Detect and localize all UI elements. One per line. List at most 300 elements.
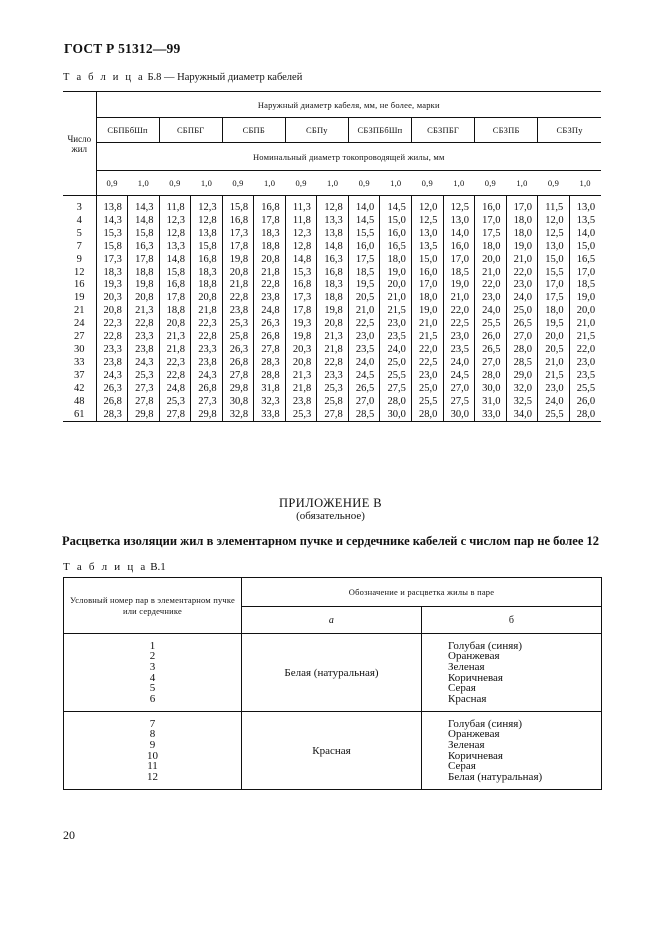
diameter-value-cell: 12,5 bbox=[412, 215, 444, 228]
diameter-value-cell: 13,0 bbox=[443, 215, 475, 228]
table-b8 bbox=[63, 91, 601, 422]
diameter-value-cell: 19,0 bbox=[412, 305, 444, 318]
diameter-value-cell: 13,8 bbox=[191, 228, 223, 241]
diameter-value-cell: 23,3 bbox=[96, 344, 128, 357]
color-b-item: Зеленая bbox=[448, 738, 485, 751]
diameter-header: 0,9 bbox=[222, 171, 254, 196]
cores-cell: 33 bbox=[74, 356, 85, 368]
diameter-value-cell: 18,5 bbox=[348, 267, 380, 280]
diameter-value-cell: 25,3 bbox=[159, 396, 191, 409]
diameter-value-cell: 12,5 bbox=[443, 196, 475, 215]
diameter-value-cell: 22,0 bbox=[443, 305, 475, 318]
diameter-value-cell: 14,0 bbox=[443, 228, 475, 241]
diameter-value-cell: 16,8 bbox=[254, 196, 286, 215]
table-row bbox=[63, 370, 601, 383]
diameter-value-cell: 21,8 bbox=[222, 279, 254, 292]
table-row bbox=[64, 712, 602, 790]
diameter-header: 0,9 bbox=[412, 171, 444, 196]
diameter-header: 0,9 bbox=[96, 171, 128, 196]
table-row bbox=[63, 318, 601, 331]
diameter-value-cell: 19,5 bbox=[538, 318, 570, 331]
diameter-value-cell: 28,0 bbox=[380, 396, 412, 409]
diameter-value-cell: 28,5 bbox=[348, 409, 380, 422]
diameter-value-cell: 20,8 bbox=[317, 318, 349, 331]
table-row bbox=[63, 241, 601, 254]
diameter-value-cell: 20,8 bbox=[285, 357, 317, 370]
diameter-value-cell: 21,0 bbox=[506, 254, 538, 267]
cores-cell: 12 bbox=[74, 266, 85, 278]
table-row bbox=[63, 279, 601, 292]
diameter-value-cell: 14,8 bbox=[159, 254, 191, 267]
diameter-value-cell: 25,5 bbox=[412, 396, 444, 409]
diameter-value-cell: 23,8 bbox=[254, 292, 286, 305]
cores-cell: 4 bbox=[76, 214, 82, 226]
cores-cell: 21 bbox=[74, 305, 85, 317]
diameter-value-cell: 22,0 bbox=[475, 279, 507, 292]
diameter-value-cell: 22,8 bbox=[128, 318, 160, 331]
diameter-value-cell: 27,8 bbox=[159, 409, 191, 422]
diameter-value-cell: 23,5 bbox=[443, 344, 475, 357]
diameter-value-cell: 17,5 bbox=[538, 292, 570, 305]
table-row bbox=[63, 396, 601, 409]
diameter-value-cell: 20,3 bbox=[285, 344, 317, 357]
diameter-value-cell: 22,8 bbox=[254, 279, 286, 292]
diameter-value-cell: 34,0 bbox=[506, 409, 538, 422]
table-b1-caption-prefix: Т а б л и ц а bbox=[63, 561, 148, 573]
diameter-value-cell: 19,0 bbox=[380, 267, 412, 280]
diameter-value-cell: 15,8 bbox=[191, 241, 223, 254]
diameter-value-cell: 16,0 bbox=[475, 196, 507, 215]
diameter-value-cell: 15,0 bbox=[380, 215, 412, 228]
diameter-value-cell: 25,5 bbox=[475, 318, 507, 331]
diameter-value-cell: 13,0 bbox=[538, 241, 570, 254]
diameter-header: 1,0 bbox=[254, 171, 286, 196]
diameter-value-cell: 23,5 bbox=[348, 344, 380, 357]
diameter-value-cell: 16,0 bbox=[348, 241, 380, 254]
diameter-value-cell: 32,5 bbox=[506, 396, 538, 409]
diameter-value-cell: 23,5 bbox=[569, 370, 601, 383]
diameter-value-cell: 21,0 bbox=[569, 318, 601, 331]
table-b8-nominal-header: Номинальный диаметр токопроводящей жилы, мм bbox=[96, 143, 601, 171]
diameter-value-cell: 23,8 bbox=[285, 396, 317, 409]
diameter-value-cell: 21,3 bbox=[285, 370, 317, 383]
diameter-value-cell: 27,8 bbox=[222, 370, 254, 383]
diameter-value-cell: 12,3 bbox=[191, 196, 223, 215]
document-code: ГОСТ Р 51312—99 bbox=[64, 41, 181, 56]
diameter-value-cell: 16,8 bbox=[317, 267, 349, 280]
diameter-value-cell: 20,0 bbox=[538, 331, 570, 344]
diameter-value-cell: 17,0 bbox=[506, 196, 538, 215]
diameter-value-cell: 18,0 bbox=[412, 292, 444, 305]
diameter-value-cell: 15,3 bbox=[96, 228, 128, 241]
diameter-value-cell: 12,3 bbox=[285, 228, 317, 241]
diameter-value-cell: 17,0 bbox=[569, 267, 601, 280]
diameter-value-cell: 26,5 bbox=[348, 383, 380, 396]
diameter-value-cell: 26,8 bbox=[222, 357, 254, 370]
diameter-value-cell: 20,5 bbox=[538, 344, 570, 357]
diameter-value-cell: 19,8 bbox=[285, 331, 317, 344]
diameter-value-cell: 25,5 bbox=[569, 383, 601, 396]
diameter-value-cell: 13,5 bbox=[412, 241, 444, 254]
diameter-value-cell: 20,0 bbox=[380, 279, 412, 292]
diameter-value-cell: 23,0 bbox=[348, 331, 380, 344]
diameter-value-cell: 21,3 bbox=[159, 331, 191, 344]
diameter-value-cell: 14,3 bbox=[96, 215, 128, 228]
diameter-value-cell: 22,3 bbox=[191, 318, 223, 331]
diameter-value-cell: 15,0 bbox=[569, 241, 601, 254]
diameter-value-cell: 17,5 bbox=[475, 228, 507, 241]
diameter-value-cell: 18,3 bbox=[317, 279, 349, 292]
diameter-value-cell: 15,5 bbox=[348, 228, 380, 241]
diameter-value-cell: 25,0 bbox=[412, 383, 444, 396]
diameter-value-cell: 29,0 bbox=[506, 370, 538, 383]
diameter-value-cell: 13,3 bbox=[159, 241, 191, 254]
diameter-value-cell: 22,8 bbox=[191, 331, 223, 344]
diameter-value-cell: 14,8 bbox=[128, 215, 160, 228]
diameter-header: 1,0 bbox=[443, 171, 475, 196]
diameter-value-cell: 18,5 bbox=[443, 267, 475, 280]
table-row bbox=[63, 344, 601, 357]
diameter-value-cell: 17,3 bbox=[285, 292, 317, 305]
diameter-value-cell: 14,8 bbox=[317, 241, 349, 254]
diameter-value-cell: 28,0 bbox=[475, 370, 507, 383]
diameter-value-cell: 20,0 bbox=[475, 254, 507, 267]
diameter-value-cell: 11,8 bbox=[285, 215, 317, 228]
diameter-value-cell: 23,3 bbox=[128, 331, 160, 344]
diameter-value-cell: 20,8 bbox=[159, 318, 191, 331]
diameter-value-cell: 20,0 bbox=[569, 305, 601, 318]
diameter-value-cell: 24,0 bbox=[380, 344, 412, 357]
diameter-value-cell: 19,0 bbox=[506, 241, 538, 254]
diameter-value-cell: 28,0 bbox=[506, 344, 538, 357]
diameter-header: 1,0 bbox=[506, 171, 538, 196]
diameter-value-cell: 25,8 bbox=[317, 396, 349, 409]
table-b1-caption-number: В.1 bbox=[150, 561, 166, 573]
diameter-value-cell: 12,8 bbox=[159, 228, 191, 241]
diameter-value-cell: 15,0 bbox=[538, 254, 570, 267]
diameter-value-cell: 26,8 bbox=[96, 396, 128, 409]
diameter-value-cell: 18,0 bbox=[506, 228, 538, 241]
table-b8-caption-prefix: Т а б л и ц а bbox=[63, 72, 145, 83]
pair-numbers-cell bbox=[64, 712, 242, 790]
diameter-value-cell: 28,3 bbox=[96, 409, 128, 422]
pair-number: 9 bbox=[149, 738, 156, 751]
color-b-item: Оранжевая bbox=[448, 728, 500, 741]
table-row bbox=[63, 331, 601, 344]
diameter-value-cell: 24,3 bbox=[96, 370, 128, 383]
table-row bbox=[64, 634, 602, 712]
diameter-value-cell: 21,3 bbox=[128, 305, 160, 318]
brand-header: СБЗПБ bbox=[475, 118, 538, 143]
diameter-value-cell: 25,3 bbox=[128, 370, 160, 383]
diameter-value-cell: 18,3 bbox=[191, 267, 223, 280]
diameter-value-cell: 21,8 bbox=[285, 383, 317, 396]
diameter-value-cell: 29,8 bbox=[222, 383, 254, 396]
diameter-value-cell: 22,8 bbox=[159, 370, 191, 383]
color-b-item: Серая bbox=[448, 682, 476, 695]
diameter-value-cell: 22,5 bbox=[412, 357, 444, 370]
page-number: 20 bbox=[63, 828, 75, 842]
diameter-value-cell: 14,0 bbox=[569, 228, 601, 241]
table-b1-sub-a: а bbox=[242, 607, 422, 634]
diameter-value-cell: 18,8 bbox=[317, 292, 349, 305]
diameter-value-cell: 14,5 bbox=[380, 196, 412, 215]
diameter-value-cell: 16,8 bbox=[159, 279, 191, 292]
pair-number: 4 bbox=[149, 671, 156, 684]
diameter-value-cell: 23,8 bbox=[191, 357, 223, 370]
diameter-value-cell: 15,8 bbox=[159, 267, 191, 280]
diameter-value-cell: 13,0 bbox=[412, 228, 444, 241]
diameter-value-cell: 18,0 bbox=[506, 215, 538, 228]
diameter-value-cell: 21,3 bbox=[317, 331, 349, 344]
diameter-value-cell: 25,8 bbox=[222, 331, 254, 344]
diameter-value-cell: 30,0 bbox=[475, 383, 507, 396]
table-b8-caption-text: Б.8 — Наружный диаметр кабелей bbox=[147, 72, 303, 83]
cores-cell: 5 bbox=[76, 227, 82, 239]
diameter-value-cell: 31,0 bbox=[475, 396, 507, 409]
pair-number: 6 bbox=[149, 692, 156, 705]
color-b-item: Серая bbox=[448, 760, 476, 773]
diameter-value-cell: 21,0 bbox=[538, 357, 570, 370]
diameter-value-cell: 17,0 bbox=[538, 279, 570, 292]
diameter-value-cell: 16,5 bbox=[380, 241, 412, 254]
diameter-value-cell: 15,0 bbox=[412, 254, 444, 267]
diameter-value-cell: 21,0 bbox=[380, 292, 412, 305]
diameter-value-cell: 17,8 bbox=[285, 305, 317, 318]
diameter-header: 0,9 bbox=[538, 171, 570, 196]
diameter-value-cell: 21,8 bbox=[159, 344, 191, 357]
cores-cell: 7 bbox=[76, 240, 82, 252]
diameter-value-cell: 20,8 bbox=[128, 292, 160, 305]
diameter-value-cell: 26,0 bbox=[569, 396, 601, 409]
table-row bbox=[63, 228, 601, 241]
diameter-value-cell: 18,5 bbox=[569, 279, 601, 292]
cores-cell: 19 bbox=[74, 292, 85, 304]
diameter-value-cell: 29,8 bbox=[128, 409, 160, 422]
color-b-item: Белая (натуральная) bbox=[448, 770, 543, 783]
diameter-value-cell: 21,0 bbox=[475, 267, 507, 280]
pair-number: 10 bbox=[147, 749, 158, 762]
diameter-value-cell: 16,3 bbox=[317, 254, 349, 267]
diameter-value-cell: 27,3 bbox=[191, 396, 223, 409]
diameter-value-cell: 14,3 bbox=[128, 196, 160, 215]
diameter-value-cell: 26,0 bbox=[475, 331, 507, 344]
diameter-value-cell: 27,0 bbox=[443, 383, 475, 396]
diameter-value-cell: 24,0 bbox=[348, 357, 380, 370]
table-row bbox=[63, 254, 601, 267]
diameter-value-cell: 25,5 bbox=[380, 370, 412, 383]
diameter-value-cell: 15,8 bbox=[96, 241, 128, 254]
diameter-value-cell: 11,5 bbox=[538, 196, 570, 215]
diameter-value-cell: 26,3 bbox=[96, 383, 128, 396]
color-b-item: Голубая (синяя) bbox=[448, 639, 522, 652]
diameter-value-cell: 13,3 bbox=[317, 215, 349, 228]
diameter-value-cell: 24,0 bbox=[475, 305, 507, 318]
diameter-value-cell: 16,0 bbox=[380, 228, 412, 241]
diameter-value-cell: 12,8 bbox=[285, 241, 317, 254]
diameter-value-cell: 21,0 bbox=[443, 292, 475, 305]
table-b1-sub-b: б bbox=[422, 607, 602, 634]
diameter-value-cell: 21,0 bbox=[412, 318, 444, 331]
diameter-value-cell: 13,8 bbox=[317, 228, 349, 241]
diameter-value-cell: 11,3 bbox=[285, 196, 317, 215]
color-b-item: Оранжевая bbox=[448, 650, 500, 663]
diameter-value-cell: 11,8 bbox=[159, 196, 191, 215]
diameter-value-cell: 18,8 bbox=[159, 305, 191, 318]
brand-header: СБЗПБГ bbox=[412, 118, 475, 143]
diameter-value-cell: 18,3 bbox=[96, 267, 128, 280]
table-row bbox=[63, 292, 601, 305]
diameter-value-cell: 27,8 bbox=[317, 409, 349, 422]
diameter-value-cell: 23,0 bbox=[380, 318, 412, 331]
diameter-value-cell: 16,0 bbox=[412, 267, 444, 280]
diameter-header: 1,0 bbox=[128, 171, 160, 196]
diameter-value-cell: 25,3 bbox=[285, 409, 317, 422]
diameter-value-cell: 28,0 bbox=[569, 409, 601, 422]
diameter-value-cell: 27,5 bbox=[443, 396, 475, 409]
pair-number: 2 bbox=[149, 650, 156, 663]
diameter-value-cell: 23,0 bbox=[506, 279, 538, 292]
table-b1 bbox=[63, 577, 602, 790]
table-b8-caption bbox=[63, 72, 302, 83]
table-row bbox=[63, 196, 601, 215]
diameter-value-cell: 23,0 bbox=[475, 292, 507, 305]
diameter-value-cell: 21,5 bbox=[412, 331, 444, 344]
cores-cell: 24 bbox=[74, 318, 85, 330]
diameter-value-cell: 32,8 bbox=[222, 409, 254, 422]
diameter-value-cell: 30,0 bbox=[380, 409, 412, 422]
diameter-value-cell: 15,5 bbox=[538, 267, 570, 280]
table-b1-col1-header: Условный номер пар в элементарном пучке или сердечнике bbox=[64, 578, 242, 634]
cores-cell: 27 bbox=[74, 331, 85, 343]
diameter-value-cell: 24,8 bbox=[159, 383, 191, 396]
pair-number: 12 bbox=[147, 770, 158, 783]
diameter-value-cell: 27,0 bbox=[475, 357, 507, 370]
diameter-header: 0,9 bbox=[348, 171, 380, 196]
diameter-value-cell: 30,0 bbox=[443, 409, 475, 422]
diameter-value-cell: 12,8 bbox=[191, 215, 223, 228]
diameter-value-cell: 24,8 bbox=[254, 305, 286, 318]
pair-number: 3 bbox=[149, 660, 156, 673]
diameter-value-cell: 17,0 bbox=[475, 215, 507, 228]
diameter-value-cell: 25,0 bbox=[380, 357, 412, 370]
diameter-value-cell: 26,5 bbox=[475, 344, 507, 357]
diameter-header: 0,9 bbox=[159, 171, 191, 196]
cores-cell: 42 bbox=[74, 382, 85, 394]
diameter-value-cell: 14,5 bbox=[348, 215, 380, 228]
diameter-value-cell: 23,0 bbox=[412, 370, 444, 383]
diameter-value-cell: 27,0 bbox=[348, 396, 380, 409]
table-row bbox=[63, 267, 601, 280]
diameter-value-cell: 20,8 bbox=[222, 267, 254, 280]
diameter-value-cell: 24,5 bbox=[348, 370, 380, 383]
diameter-value-cell: 30,8 bbox=[222, 396, 254, 409]
diameter-value-cell: 32,3 bbox=[254, 396, 286, 409]
table-row bbox=[63, 305, 601, 318]
diameter-value-cell: 28,0 bbox=[412, 409, 444, 422]
diameter-value-cell: 27,5 bbox=[380, 383, 412, 396]
diameter-value-cell: 18,3 bbox=[254, 228, 286, 241]
diameter-value-cell: 17,5 bbox=[348, 254, 380, 267]
diameter-value-cell: 25,3 bbox=[317, 383, 349, 396]
diameter-value-cell: 26,3 bbox=[254, 318, 286, 331]
diameter-value-cell: 24,0 bbox=[443, 357, 475, 370]
diameter-value-cell: 22,8 bbox=[222, 292, 254, 305]
diameter-value-cell: 28,8 bbox=[254, 370, 286, 383]
diameter-value-cell: 15,8 bbox=[128, 228, 160, 241]
color-a-cell: Красная bbox=[242, 712, 422, 790]
color-b-item: Красная bbox=[448, 692, 487, 705]
diameter-value-cell: 19,0 bbox=[443, 279, 475, 292]
diameter-value-cell: 23,3 bbox=[191, 344, 223, 357]
diameter-value-cell: 26,5 bbox=[506, 318, 538, 331]
table-b8-cores-header: Число жил bbox=[63, 92, 96, 196]
diameter-value-cell: 13,8 bbox=[96, 196, 128, 215]
pair-number: 5 bbox=[149, 682, 156, 695]
diameter-value-cell: 22,0 bbox=[569, 344, 601, 357]
diameter-value-cell: 24,3 bbox=[191, 370, 223, 383]
diameter-value-cell: 33,8 bbox=[254, 409, 286, 422]
diameter-value-cell: 12,8 bbox=[317, 196, 349, 215]
diameter-value-cell: 22,8 bbox=[96, 331, 128, 344]
diameter-value-cell: 17,8 bbox=[159, 292, 191, 305]
diameter-value-cell: 17,8 bbox=[222, 241, 254, 254]
diameter-value-cell: 22,5 bbox=[348, 318, 380, 331]
diameter-value-cell: 19,5 bbox=[348, 279, 380, 292]
cores-cell: 16 bbox=[74, 279, 85, 291]
diameter-value-cell: 19,3 bbox=[285, 318, 317, 331]
diameter-value-cell: 21,8 bbox=[191, 305, 223, 318]
color-b-cell bbox=[422, 712, 602, 790]
diameter-value-cell: 17,3 bbox=[222, 228, 254, 241]
diameter-header: 1,0 bbox=[191, 171, 223, 196]
diameter-value-cell: 17,8 bbox=[128, 254, 160, 267]
brand-header: СБПу bbox=[285, 118, 348, 143]
diameter-value-cell: 15,3 bbox=[285, 267, 317, 280]
color-b-item: Голубая (синяя) bbox=[448, 717, 522, 730]
diameter-value-cell: 22,0 bbox=[506, 267, 538, 280]
diameter-value-cell: 18,8 bbox=[254, 241, 286, 254]
diameter-value-cell: 22,0 bbox=[412, 344, 444, 357]
diameter-value-cell: 33,0 bbox=[475, 409, 507, 422]
table-b8-group-header: Наружный диаметр кабеля, мм, не более, марки bbox=[96, 92, 601, 118]
diameter-header: 1,0 bbox=[380, 171, 412, 196]
diameter-value-cell: 19,0 bbox=[569, 292, 601, 305]
diameter-value-cell: 18,8 bbox=[128, 267, 160, 280]
diameter-value-cell: 19,8 bbox=[128, 279, 160, 292]
brand-header: СБПБГ bbox=[159, 118, 222, 143]
diameter-header: 0,9 bbox=[285, 171, 317, 196]
diameter-value-cell: 24,3 bbox=[128, 357, 160, 370]
diameter-value-cell: 19,8 bbox=[317, 305, 349, 318]
diameter-value-cell: 14,0 bbox=[348, 196, 380, 215]
diameter-value-cell: 21,8 bbox=[254, 267, 286, 280]
appendix-subtitle: (обязательное) bbox=[296, 510, 365, 522]
diameter-value-cell: 27,3 bbox=[128, 383, 160, 396]
diameter-value-cell: 12,5 bbox=[538, 228, 570, 241]
appendix-title: ПРИЛОЖЕНИЕ В bbox=[279, 496, 382, 510]
diameter-value-cell: 25,3 bbox=[222, 318, 254, 331]
table-row bbox=[63, 357, 601, 370]
diameter-value-cell: 29,8 bbox=[191, 409, 223, 422]
diameter-value-cell: 18,0 bbox=[475, 241, 507, 254]
pair-number: 7 bbox=[149, 717, 156, 730]
diameter-value-cell: 18,0 bbox=[380, 254, 412, 267]
diameter-value-cell: 18,0 bbox=[538, 305, 570, 318]
brand-header: СБЗПБбШп bbox=[348, 118, 411, 143]
diameter-value-cell: 27,0 bbox=[506, 331, 538, 344]
diameter-value-cell: 17,0 bbox=[412, 279, 444, 292]
